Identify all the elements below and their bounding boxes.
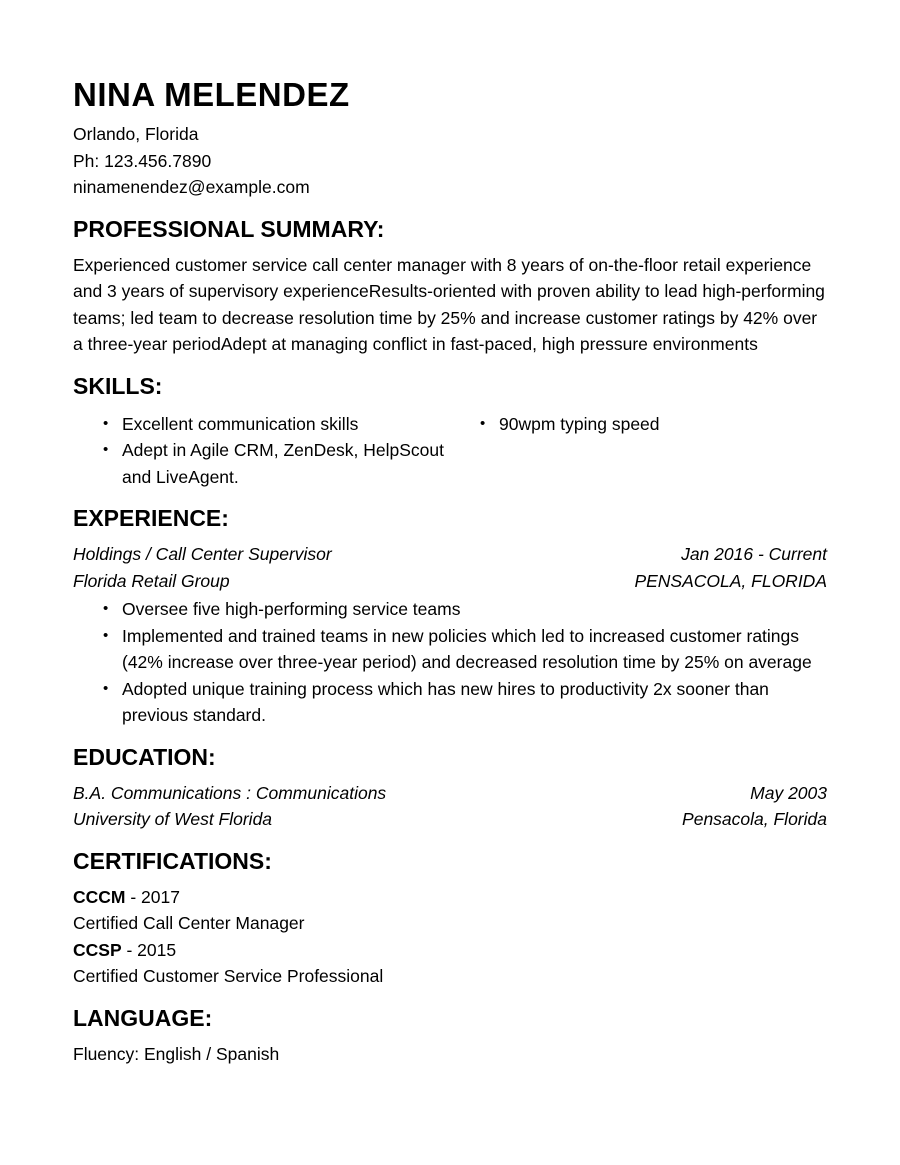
- certifications-heading: CERTIFICATIONS:: [73, 847, 272, 874]
- skills-column-left: [73, 409, 450, 491]
- section-experience: [73, 503, 827, 729]
- certification-title-row: [73, 937, 827, 964]
- candidate-location: Orlando, Florida: [73, 124, 199, 144]
- skill-item: [480, 411, 827, 438]
- skills-list-right: [450, 411, 827, 438]
- summary-text: Experienced customer service call center manager with 8 years of on-the-floor retail experience and 3 years of supervisory experienceResults-oriented with proven ability to lead high-performing teams; led team to decrease resolution time by 25% and increase customer ratings by 42% over a three-year periodAdept at managing conflict in fast-paced, high pressure environments: [73, 254, 825, 354]
- job-title: Holdings / Call Center Supervisor: [73, 544, 332, 564]
- skill-text: Adept in Agile CRM, ZenDesk, HelpScout and LiveAgent.: [122, 440, 444, 487]
- language-text: Fluency: English / Spanish: [73, 1043, 280, 1064]
- contact-header: [73, 76, 827, 201]
- company-location: PENSACOLA, FLORIDA: [634, 570, 827, 591]
- experience-company-row: [73, 568, 827, 595]
- experience-bullet-list: [73, 596, 827, 729]
- experience-bullet: [103, 676, 827, 729]
- education-heading: EDUCATION:: [73, 743, 216, 770]
- language-heading: LANGUAGE:: [73, 1004, 213, 1031]
- school-name: University of West Florida: [73, 809, 273, 829]
- experience-title-row: [73, 541, 827, 568]
- education-degree-row: [73, 780, 827, 807]
- skills-column-right: [450, 409, 827, 491]
- school-location: Pensacola, Florida: [682, 809, 827, 829]
- bullet-icon: •: [103, 600, 109, 617]
- education-school-row: [73, 806, 827, 833]
- summary-heading: PROFESSIONAL SUMMARY:: [73, 215, 385, 242]
- job-dates: Jan 2016 - Current: [681, 544, 827, 564]
- bullet-icon: •: [103, 626, 109, 644]
- skills-list-left: [73, 411, 450, 491]
- section-language: [73, 1003, 827, 1068]
- candidate-phone: Ph: 123.456.7890: [73, 150, 212, 171]
- section-education: [73, 742, 827, 833]
- bullet-icon: •: [103, 441, 109, 458]
- bullet-icon: •: [103, 414, 109, 432]
- experience-bullet-text: Oversee five high-performing service teams: [122, 599, 461, 619]
- graduation-date: May 2003: [750, 782, 827, 803]
- skill-item: [103, 437, 450, 490]
- candidate-name: NINA MELENDEZ: [73, 76, 350, 113]
- experience-bullet-text: Adopted unique training process which has new hires to productivity 2x sooner than previous standard.: [122, 678, 769, 725]
- company-name: Florida Retail Group: [73, 570, 230, 591]
- certification-name: Certified Customer Service Professional: [73, 966, 384, 986]
- experience-bullet: [103, 623, 827, 676]
- section-professional-summary: [73, 214, 827, 358]
- bullet-icon: •: [103, 679, 109, 697]
- experience-bullet: [103, 596, 827, 623]
- certification-title-row: [73, 884, 827, 911]
- degree-name: B.A. Communications : Communications: [73, 782, 387, 803]
- experience-bullet-text: Implemented and trained teams in new policies which led to increased customer ratings (42% increase over three-year period) and decreased resolution time by 25% on average: [122, 625, 812, 672]
- certification-abbr: CCCM: [73, 886, 126, 907]
- bullet-icon: •: [480, 414, 486, 432]
- candidate-email: ninamenendez@example.com: [73, 177, 310, 197]
- section-skills: [73, 371, 827, 491]
- certification-name: Certified Call Center Manager: [73, 913, 305, 933]
- certification-abbr: CCSP: [73, 939, 122, 960]
- skill-text: 90wpm typing speed: [499, 413, 660, 434]
- experience-heading: EXPERIENCE:: [73, 505, 229, 531]
- certification-year: - 2017: [125, 886, 180, 907]
- skills-columns: [73, 409, 827, 491]
- skill-item: [103, 411, 450, 438]
- skills-heading: SKILLS:: [73, 372, 163, 399]
- section-certifications: [73, 846, 827, 990]
- skill-text: Excellent communication skills: [122, 413, 359, 434]
- certification-year: - 2015: [121, 939, 177, 960]
